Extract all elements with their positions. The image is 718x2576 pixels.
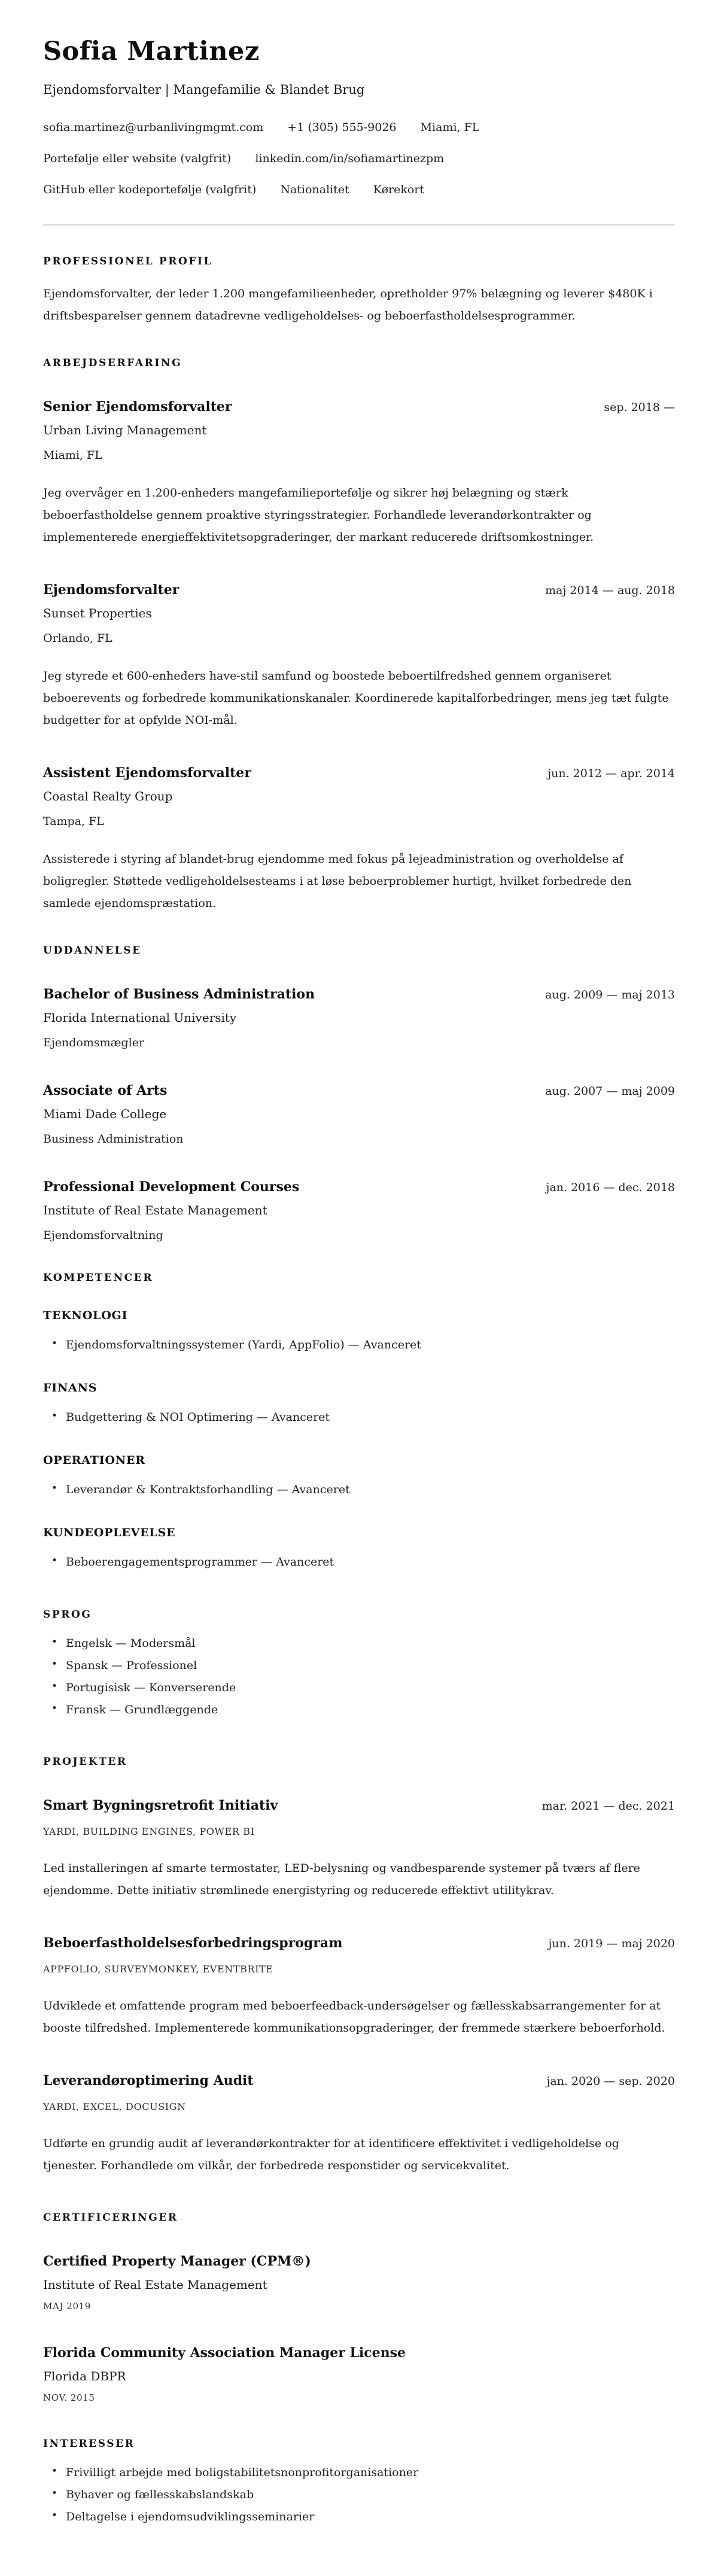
job-title-row	[43, 582, 675, 598]
section-experience	[43, 357, 675, 915]
language-item: • Spansk — Professionel	[66, 1655, 675, 1677]
interest-list	[43, 2462, 675, 2528]
job-entry	[43, 582, 675, 732]
certification-name: Certified Property Manager (CPM®)	[43, 2254, 311, 2269]
skill-category: TEKNOLOGI	[43, 1309, 128, 1323]
skill-item: • Beboerengagementsprogrammer — Avanceret	[66, 1551, 675, 1573]
profile-heading: PROFESSIONEL PROFIL	[43, 255, 213, 267]
job-location: Tampa, FL	[43, 815, 104, 829]
section-certifications	[43, 2212, 675, 2403]
degree-name: Associate of Arts	[43, 1083, 168, 1099]
education-title-row	[43, 986, 675, 1002]
project-entry	[43, 1935, 675, 2039]
job-dates: jun. 2012 — apr. 2014	[547, 767, 675, 781]
skill-item: • Ejendomsforvaltningssystemer (Yardi, AppFolio) — Avanceret	[66, 1334, 675, 1356]
certification-issuer: Institute of Real Estate Management	[43, 2277, 267, 2292]
candidate-title: Ejendomsforvalter | Mangefamilie & Blandet Brug	[43, 83, 365, 98]
project-description: Udførte en grundig audit af leverandørkontrakter for at identificere effektivitet i vedligeholdelse og tjenester. Forhandlede om vilkår, der forbedrede responstider og servicekvalitet.	[43, 2136, 619, 2172]
education-dates: aug. 2009 — maj 2013	[545, 988, 675, 1002]
education-title-row	[43, 1179, 675, 1195]
field-of-study: Ejendomsforvaltning	[43, 1229, 163, 1243]
school-name: Miami Dade College	[43, 1107, 167, 1122]
job-location: Orlando, FL	[43, 632, 112, 645]
job-location: Miami, FL	[43, 448, 102, 462]
language-item: • Fransk — Grundlæggende	[66, 1699, 675, 1721]
project-description: Udviklede et omfattende program med beboerfeedback-undersøgelser og fællesskabsarrangementer for at booste tilfredshed. Implementerede kommunikationsopgraderinger, der fremmede stærkere beboerforhold.	[43, 1999, 665, 2035]
project-name: Leverandøroptimering Audit	[43, 2072, 254, 2088]
nationality-text: Nationalitet	[280, 183, 349, 197]
education-entry	[43, 986, 675, 1049]
certifications-heading: CERTIFICERINGER	[43, 2212, 178, 2224]
languages-heading: SPROG	[43, 1608, 92, 1621]
skill-group-technology	[43, 1309, 675, 1356]
education-entry	[43, 1179, 675, 1242]
education-heading: UDDANNELSE	[43, 945, 142, 957]
education-dates: aug. 2007 — maj 2009	[545, 1085, 675, 1098]
skill-category: FINANS	[43, 1381, 98, 1395]
education-title-row	[43, 1083, 675, 1098]
project-dates: jun. 2019 — maj 2020	[548, 1936, 675, 1950]
resume-header	[43, 37, 675, 197]
contact-row-1	[43, 121, 675, 135]
skill-list	[43, 1406, 675, 1429]
candidate-name: Sofia Martinez	[43, 36, 260, 66]
location-text: Miami, FL	[420, 121, 480, 135]
certification-date: MAJ 2019	[43, 2301, 91, 2312]
job-entry	[43, 399, 675, 549]
project-stack: YARDI, BUILDING ENGINES, POWER BI	[43, 1825, 255, 1837]
skill-group-finance	[43, 1381, 675, 1429]
job-title: Assistent Ejendomsforvalter	[43, 765, 251, 781]
job-description: Assisterede i styring af blandet-brug ejendomme med fokus på lejeadministration og overholdelse af boligregler. Støttede vedligeholdelsesteams i at løse beboerproblemer hurtigt, hvilket forbedrede den samlede ejendomspræstation.	[43, 852, 632, 911]
projects-heading: PROJEKTER	[43, 1755, 127, 1768]
project-stack: YARDI, EXCEL, DOCUSIGN	[43, 2100, 186, 2112]
skills-heading: KOMPETENCER	[43, 1272, 154, 1284]
drivers-license-text: Kørekort	[373, 183, 424, 197]
certification-entry	[43, 2254, 675, 2312]
section-education	[43, 945, 675, 1242]
profile-text: Ejendomsforvalter, der leder 1.200 mangefamilieenheder, opretholder 97% belægning og leverer $480K i driftsbesparelser gennem datadrevne vedligeholdelses- og beboerfastholdelsesprogrammer.	[43, 287, 653, 322]
experience-heading: ARBEJDSERFARING	[43, 357, 182, 369]
phone-text: +1 (305) 555-9026	[287, 121, 397, 135]
skill-list	[43, 1479, 675, 1501]
skill-item: • Leverandør & Kontraktsforhandling — Avanceret	[66, 1479, 675, 1501]
project-description: Led installeringen af smarte termostater, LED-belysning og vandbesparende systemer på tværs af flere ejendomme. Dette initiativ strømlinede energistyring og reducerede effektivt utilitykrav.	[43, 1861, 640, 1897]
project-dates: jan. 2020 — sep. 2020	[546, 2074, 675, 2088]
job-title: Ejendomsforvalter	[43, 582, 180, 598]
degree-name: Bachelor of Business Administration	[43, 986, 315, 1003]
section-projects	[43, 1756, 675, 2177]
job-company: Sunset Properties	[43, 606, 152, 621]
project-entry	[43, 2073, 675, 2177]
job-company: Coastal Realty Group	[43, 789, 173, 804]
skill-category: OPERATIONER	[43, 1454, 145, 1467]
skill-group-operations	[43, 1454, 675, 1501]
github-placeholder-text: GitHub eller kodeportefølje (valgfrit)	[43, 183, 257, 197]
linkedin-text: linkedin.com/in/sofiamartinezpm	[255, 152, 445, 166]
contact-info	[43, 121, 675, 196]
email-text: sofia.martinez@urbanlivingmgmt.com	[43, 121, 264, 135]
project-stack: APPFOLIO, SURVEYMONKEY, EVENTBRITE	[43, 1963, 273, 1975]
skill-list	[43, 1551, 675, 1573]
contact-row-3	[43, 183, 675, 197]
language-list	[43, 1633, 675, 1721]
school-name: Institute of Real Estate Management	[43, 1203, 267, 1218]
certification-date: NOV. 2015	[43, 2392, 95, 2403]
interest-item: • Byhaver og fællesskabslandskab	[66, 2484, 675, 2506]
job-entry	[43, 765, 675, 915]
project-title-row	[43, 2073, 675, 2088]
job-description: Jeg styrede et 600-enheders have-stil samfund og boostede beboertilfredshed gennem organiseret beboerevents og forbedrede kommunikationskanaler. Koordinerede kapitalforbedringer, mens jeg tæt fulgte budgetter for at opfylde NOI-mål.	[43, 669, 669, 727]
skill-list	[43, 1334, 675, 1356]
header-divider	[43, 224, 675, 226]
job-dates: sep. 2018 —	[604, 400, 675, 414]
field-of-study: Business Administration	[43, 1132, 184, 1146]
job-title: Senior Ejendomsforvalter	[43, 398, 232, 415]
job-title-row	[43, 765, 675, 781]
section-profile	[43, 255, 675, 327]
section-languages	[43, 1609, 675, 1721]
job-dates: maj 2014 — aug. 2018	[545, 584, 675, 598]
project-title-row	[43, 1935, 675, 1951]
skill-category: KUNDEOPLEVELSE	[43, 1526, 176, 1540]
language-item: • Portugisisk — Konverserende	[66, 1677, 675, 1699]
certification-entry	[43, 2345, 675, 2403]
field-of-study: Ejendomsmægler	[43, 1036, 145, 1050]
contact-row-2	[43, 152, 675, 166]
section-interests	[43, 2438, 675, 2528]
project-title-row	[43, 1798, 675, 1813]
project-name: Smart Bygningsretrofit Initiativ	[43, 1797, 278, 1813]
interests-heading: INTERESSER	[43, 2438, 135, 2450]
job-description: Jeg overvåger en 1.200-enheders mangefamilieportefølje og sikrer høj belægning og stærk beboerfastholdelse gennem proaktive styringsstrategier. Forhandlede leverandørkontrakter og implementerede energieffektivitetsopgraderinger, der markant reducerede driftsomkostninger.	[43, 486, 594, 544]
project-dates: mar. 2021 — dec. 2021	[541, 1799, 675, 1813]
education-entry	[43, 1083, 675, 1146]
portfolio-placeholder-text: Portefølje eller website (valgfrit)	[43, 152, 232, 166]
skill-group-customer-experience	[43, 1526, 675, 1573]
interest-item: • Deltagelse i ejendomsudviklingsseminarier	[66, 2506, 675, 2528]
project-name: Beboerfastholdelsesforbedringsprogram	[43, 1935, 343, 1951]
certification-issuer: Florida DBPR	[43, 2369, 126, 2383]
skill-item: • Budgettering & NOI Optimering — Avanceret	[66, 1406, 675, 1429]
project-entry	[43, 1798, 675, 1902]
interest-item: • Frivilligt arbejde med boligstabilitetsnonprofitorganisationer	[66, 2462, 675, 2484]
job-title-row	[43, 399, 675, 415]
certification-name: Florida Community Association Manager License	[43, 2345, 406, 2361]
school-name: Florida International University	[43, 1010, 237, 1025]
section-skills	[43, 1272, 675, 1573]
job-company: Urban Living Management	[43, 422, 207, 437]
language-item: • Engelsk — Modersmål	[66, 1633, 675, 1655]
education-dates: jan. 2016 — dec. 2018	[546, 1181, 675, 1195]
degree-name: Professional Development Courses	[43, 1179, 300, 1195]
